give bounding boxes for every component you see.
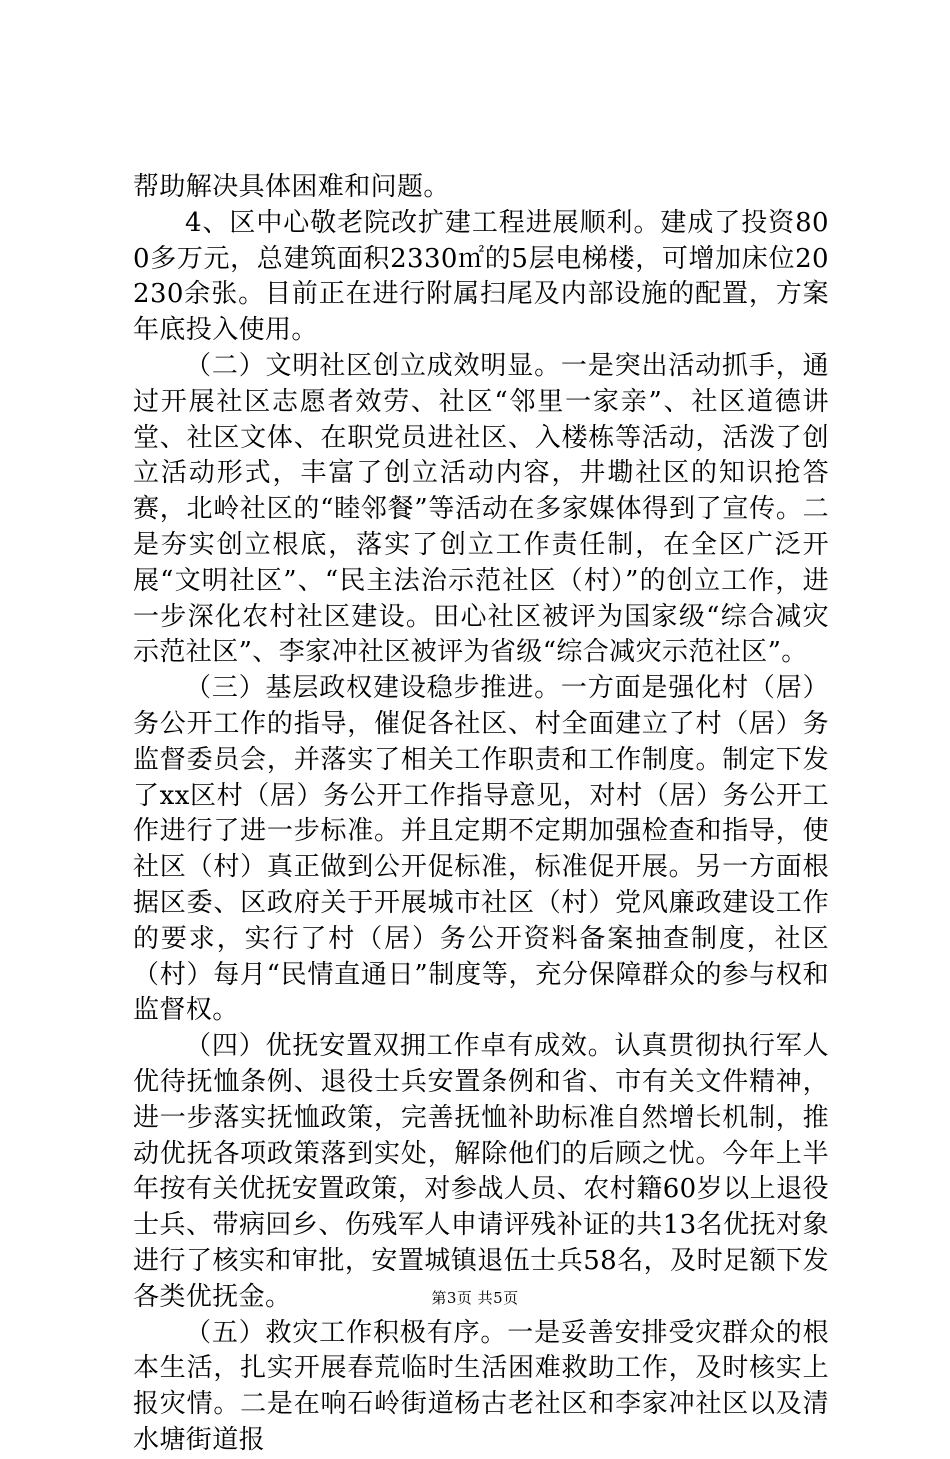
paragraph-disaster-relief: （五）救灾工作积极有序。一是妥善安排受灾群众的根本生活，扎实开展春荒临时生活困难救助工作，及时核实上报灾情。二是在响石岭街道杨古老社区和李家冲社区以及清水塘街道报 xyxy=(133,1317,829,1455)
page-number-footer: 第3页 共5页 xyxy=(431,1289,519,1307)
paragraph-grassroots-governance: （三）基层政权建设稳步推进。一方面是强化村（居）务公开工作的指导，催促各社区、村全面建立了村（居）务监督委员会，并落实了相关工作职责和工作制度。制定下发了xx区村（居）务公开工作指导意见，对村（居）务公开工作进行了进一步标准。并且定期不定期加强检查和指导，使社区（村）真正做到公开促标准，标准促开展。另一方面根据区委、区政府关于开展城市社区（村）党风廉政建设工作的要求，实行了村（居）务公开资料备案抽查制度，社区（村）每月“民情直通日”制度等，充分保障群众的参与权和监督权。 xyxy=(133,673,829,1026)
document-body xyxy=(133,170,829,1459)
paragraph-veterans-support: （四）优抚安置双拥工作卓有成效。认真贯彻执行军人优待抚恤条例、退役士兵安置条例和省、市有关文件精神，进一步落实抚恤政策，完善抚恤补助标准自然增长机制，推动优抚各项政策落到实处，解除他们的后顾之忧。今年上半年按有关优抚安置政策，对参战人员、农村籍60岁以上退役士兵、带病回乡、伤残军人申请评残补证的共13名优抚对象进行了核实和审批，安置城镇退伍士兵58名，及时足额下发各类优抚金。 xyxy=(133,1031,829,1312)
paragraph-continuation: 帮助解决具体困难和问题。 xyxy=(133,172,450,202)
paragraph-nursing-home: 4、区中心敬老院改扩建工程进展顺利。建成了投资800多万元，总建筑面积2330㎡的5层电梯楼，可增加床位20230余张。目前正在进行附属扫尾及内部设施的配置，方案年底投入使用。 xyxy=(133,207,829,346)
paragraph-civilized-community: （二）文明社区创立成效明显。一是突出活动抓手，通过开展社区志愿者效劳、社区“邻里一家亲”、社区道德讲堂、社区文体、在职党员进社区、入楼栋等活动，活泼了创立活动形式，丰富了创立活动内容，井墈社区的知识抢答赛，北岭社区的“睦邻餐”等活动在多家媒体得到了宣传。二是夯实创立根底，落实了创立工作责任制，在全区广泛开展“文明社区”、“民主法治示范社区（村）”的创立工作，进一步深化农村社区建设。田心社区被评为国家级“综合减灾示范社区”、李家冲社区被评为省级“综合减灾示范社区”。 xyxy=(133,350,829,668)
